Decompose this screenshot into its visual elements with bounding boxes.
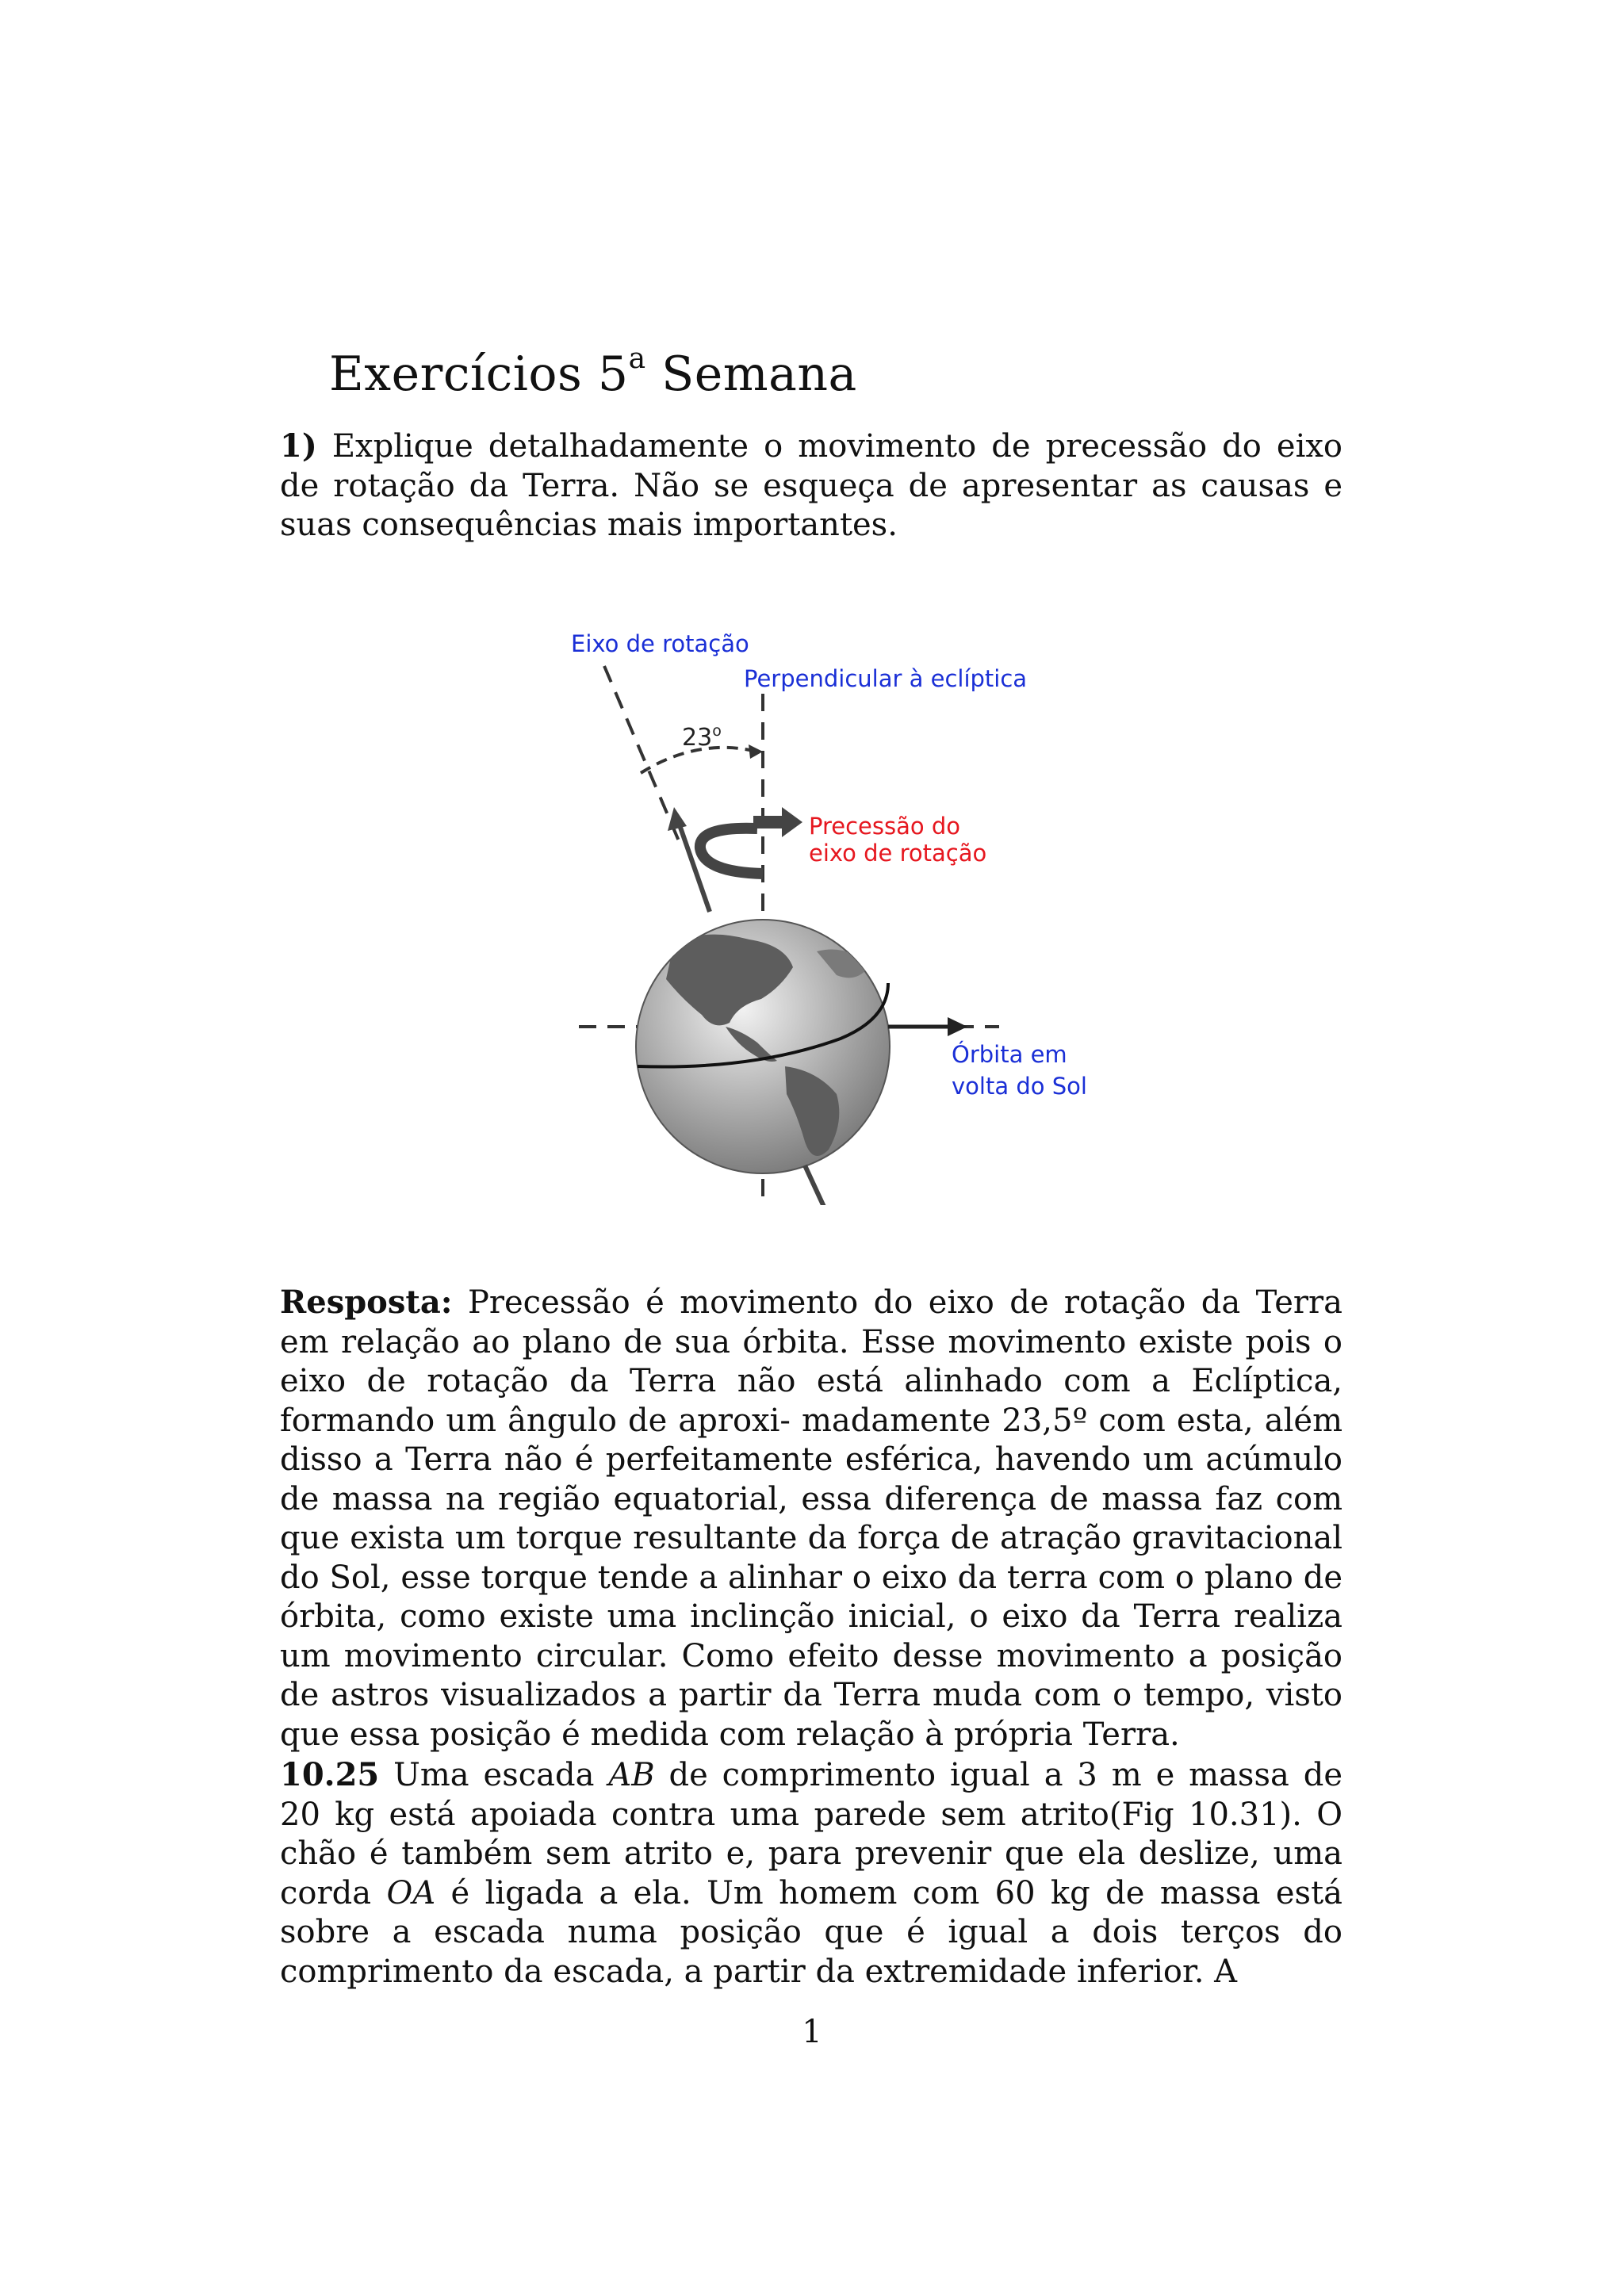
orbit-label-1: Órbita em [952, 1041, 1067, 1068]
question-10-25: 10.25 Uma escada AB de comprimento igual a 3 m e massa de 20 kg está apoiada contra uma parede sem atrito(Fig 10.31). O chão é também sem atrito e, para prevenir que ela deslize, uma corda OA é ligada a ela. Um homem com 60 kg de massa está sobre a escada numa posição que é igual a dois terços do comprimento da escada, a partir da extremidade inferior. A [280, 1756, 1342, 1990]
precession-arrow-loop [700, 828, 763, 874]
angle-label: 23$^o$ [682, 722, 722, 752]
answer-label: Resposta: [280, 1284, 453, 1321]
var-ab: AB [608, 1757, 655, 1793]
answer [280, 1283, 1342, 1755]
angle-arrowhead [749, 744, 763, 759]
question-10-25-number: 10.25 [280, 1756, 380, 1793]
axis-arrowhead [668, 807, 687, 831]
axis-dashed-line [604, 666, 682, 848]
page-title: Exercícios 5$^a$ Semana [329, 342, 857, 402]
question-1-number: 1) [280, 427, 317, 465]
axis-lower [805, 1165, 829, 1205]
precession-label-1: Precessão do [809, 813, 960, 840]
precession-label-2: eixo de rotação [809, 840, 987, 867]
perpendicular-label: Perpendicular à eclíptica [744, 665, 1028, 692]
question-1-text: Explique detalhadamente o movimento de precessão do eixo de rotação da Terra. Não se esqueça de apresentar as causas e suas consequências mais importantes. [280, 428, 1343, 543]
precession-arrow-shaft [753, 816, 782, 828]
orbit-label-2: volta do Sol [952, 1073, 1087, 1100]
precession-figure [555, 626, 1110, 1205]
answer-text: Precessão é movimento do eixo de rotação da Terra em relação ao plano de sua órbita. Esse movimento existe pois o eixo de rotação da Terra não está alinhado com a Eclíptica, formando um ângulo de aproxi- madamente 23,5º com esta, além disso a Terra não é perfeitamente esférica, havendo um acúmulo de massa na região equatorial, essa diferença de massa faz com que exista um torque resultante da força de atração gravitacional do Sol, esse torque tende a alinhar o eixo da terra com o plano de órbita, como existe uma inclinção inicial, o eixo da Terra realiza um movimento circular. Como efeito desse movimento a posição de astros visualizados a partir da Terra muda com o tempo, visto que essa posição é medida com relação à própria Terra. [280, 1284, 1342, 1753]
var-oa: OA [386, 1874, 436, 1911]
page-number: 1 [802, 2014, 822, 2050]
orbit-arrowhead [948, 1017, 967, 1036]
precession-diagram [555, 626, 1110, 1205]
axis-label: Eixo de rotação [571, 630, 749, 657]
question-1 [280, 427, 1342, 545]
precession-arrowhead [782, 807, 802, 837]
